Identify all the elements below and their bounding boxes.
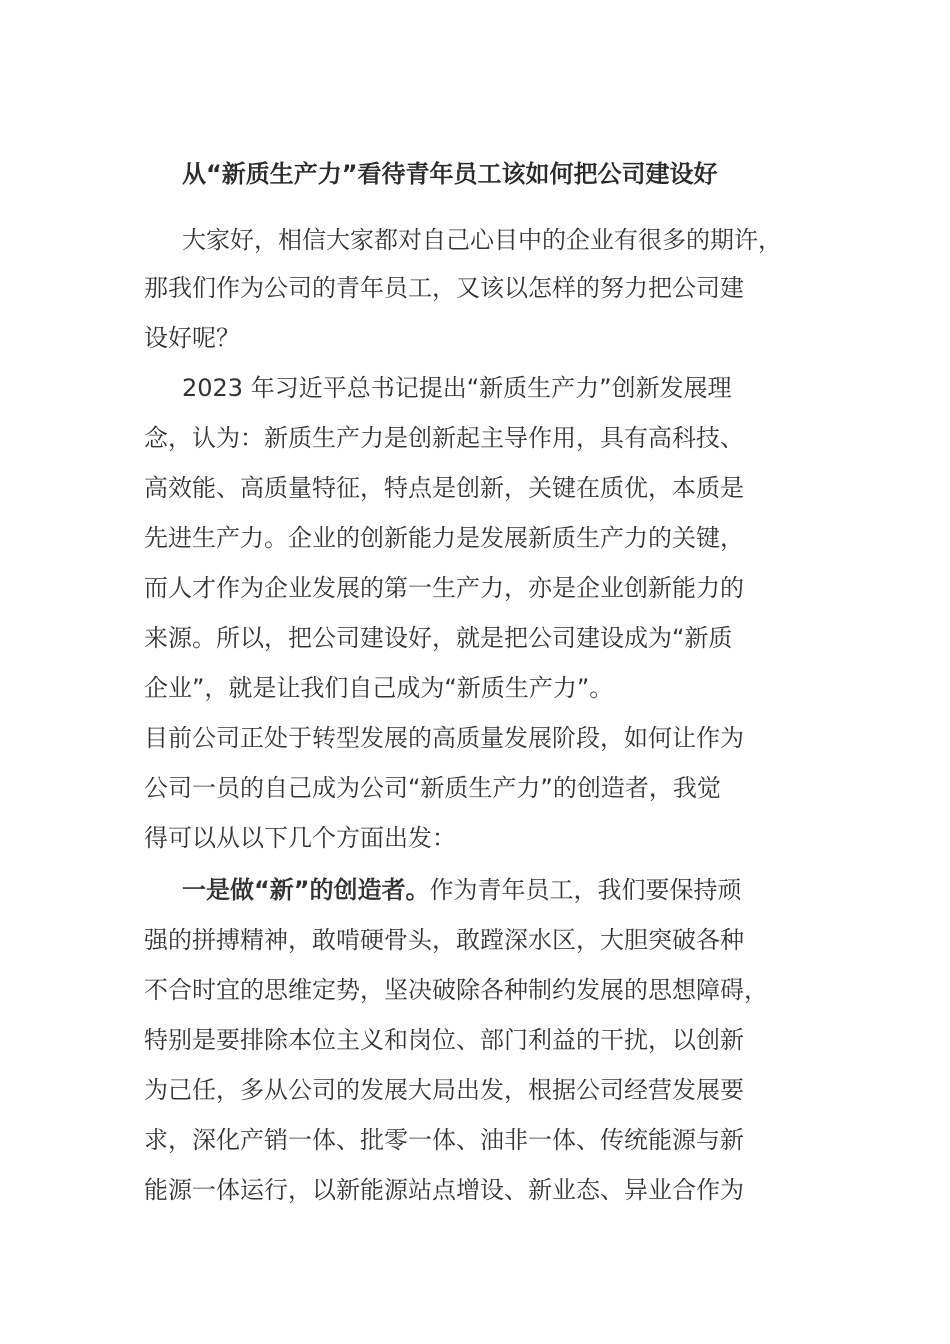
paragraph-line: 先进生产力。企业的创新能力是发展新质生产力的关键， <box>144 524 744 552</box>
paragraph-line: 设好呢？ <box>144 324 240 352</box>
paragraph-line: 念，认为：新质生产力是创新起主导作用，具有高科技、 <box>144 424 744 452</box>
paragraph-line: 企业”，就是让我们自己成为“新质生产力”。 <box>144 674 614 702</box>
paragraph-line: 特别是要排除本位主义和岗位、部门利益的干扰，以创新 <box>144 1026 744 1054</box>
paragraph-line: 高效能、高质量特征，特点是创新，关键在质优，本质是 <box>144 474 744 502</box>
paragraph-first-line <box>182 872 742 908</box>
paragraph-line: 目前公司正处于转型发展的高质量发展阶段，如何让作为 <box>144 724 744 752</box>
paragraph-line: 那我们作为公司的青年员工，又该以怎样的努力把公司建 <box>144 274 744 302</box>
paragraph-line: 不合时宜的思维定势，坚决破除各种制约发展的思想障碍， <box>144 976 768 1004</box>
paragraph-line: 而人才作为企业发展的第一生产力，亦是企业创新能力的 <box>144 574 744 602</box>
document-title: 从“新质生产力”看待青年员工该如何把公司建设好 <box>182 160 718 188</box>
paragraph-line: 得可以从以下几个方面出发： <box>144 824 456 852</box>
point-lead: 一是做“新”的创造者。 <box>182 876 430 904</box>
paragraph-line: 能源一体运行，以新能源站点增设、新业态、异业合作为 <box>144 1176 744 1204</box>
paragraph-line: 公司一员的自己成为公司“新质生产力”的创造者，我觉 <box>144 774 721 802</box>
point-text: 作为青年员工，我们要保持顽 <box>429 876 742 904</box>
paragraph-line: 2023 年习近平总书记提出“新质生产力”创新发展理 <box>182 374 732 402</box>
paragraph-line: 为己任，多从公司的发展大局出发，根据公司经营发展要 <box>144 1076 744 1104</box>
paragraph-line: 大家好，相信大家都对自己心目中的企业有很多的期许， <box>182 226 782 254</box>
paragraph-line: 来源。所以，把公司建设好，就是把公司建设成为“新质 <box>144 624 733 652</box>
paragraph-line: 强的拼搏精神，敢啃硬骨头，敢蹚深水区，大胆突破各种 <box>144 926 744 954</box>
paragraph-line: 求，深化产销一体、批零一体、油非一体、传统能源与新 <box>144 1126 744 1154</box>
